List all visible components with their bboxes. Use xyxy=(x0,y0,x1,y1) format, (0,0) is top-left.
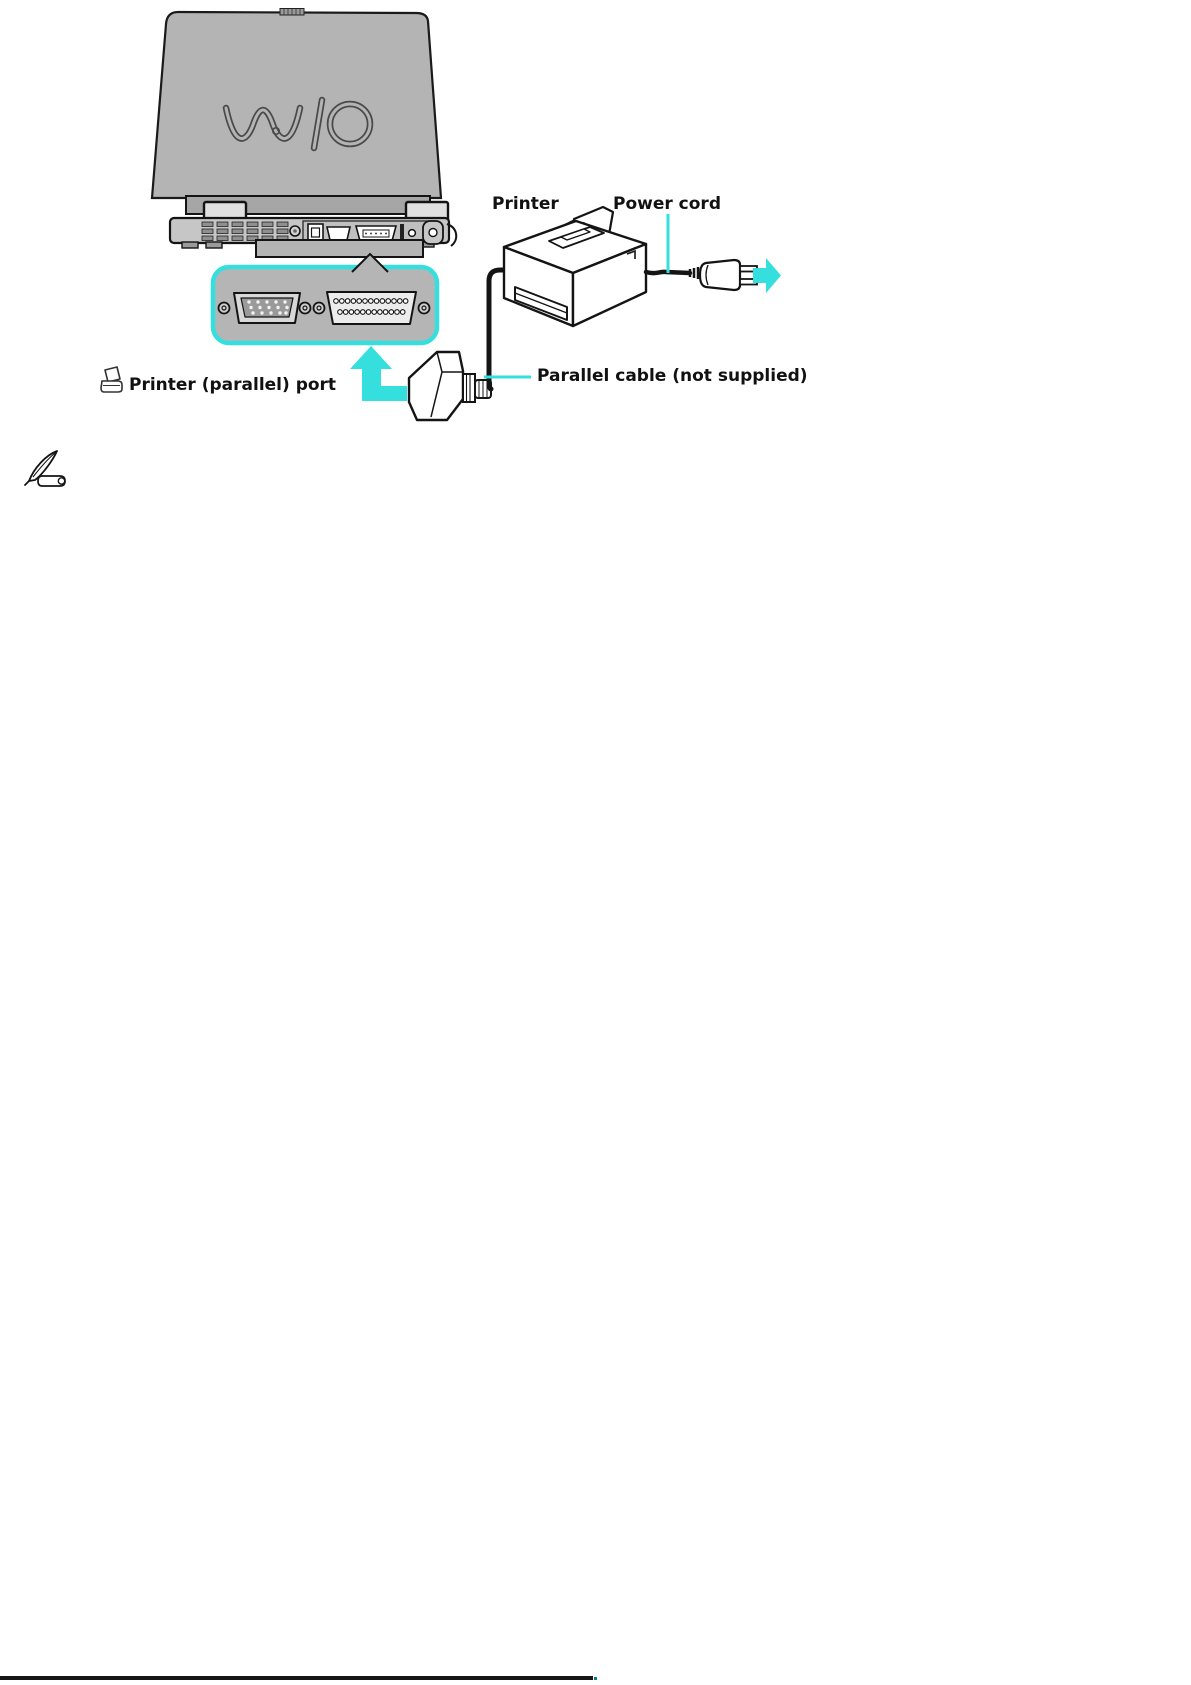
parallel-cable-label: Parallel cable (not supplied) xyxy=(537,366,808,386)
printer-connection-diagram xyxy=(0,0,850,464)
footer-rule-dot xyxy=(594,1677,597,1680)
laptop-illustration xyxy=(152,9,456,258)
screw xyxy=(300,303,311,314)
printer-illustration xyxy=(504,207,646,326)
screw xyxy=(314,303,325,314)
ports-callout xyxy=(213,254,437,343)
note-icon xyxy=(22,446,70,488)
modem-jack xyxy=(308,224,323,241)
power-cord-label: Power cord xyxy=(613,194,721,214)
power-cord xyxy=(646,260,757,290)
laptop-lid xyxy=(152,9,441,199)
laptop-foot xyxy=(182,242,198,248)
laptop-foot xyxy=(206,242,222,248)
port-cover-tab xyxy=(256,240,423,257)
printer-port-icon xyxy=(101,367,122,392)
port-dot xyxy=(409,230,416,237)
footer-rule xyxy=(0,1676,593,1680)
printer-port-label: Printer (parallel) port xyxy=(129,375,337,395)
screw xyxy=(219,303,230,314)
monitor-port-small xyxy=(327,227,350,240)
screw-center xyxy=(293,229,297,233)
screw xyxy=(419,303,430,314)
power-arrow xyxy=(753,258,781,293)
parallel-cable-connector xyxy=(409,352,491,420)
port-arrow xyxy=(350,346,407,401)
security-slot xyxy=(400,224,404,241)
power-plug xyxy=(700,260,757,290)
printer-label: Printer xyxy=(492,194,559,214)
